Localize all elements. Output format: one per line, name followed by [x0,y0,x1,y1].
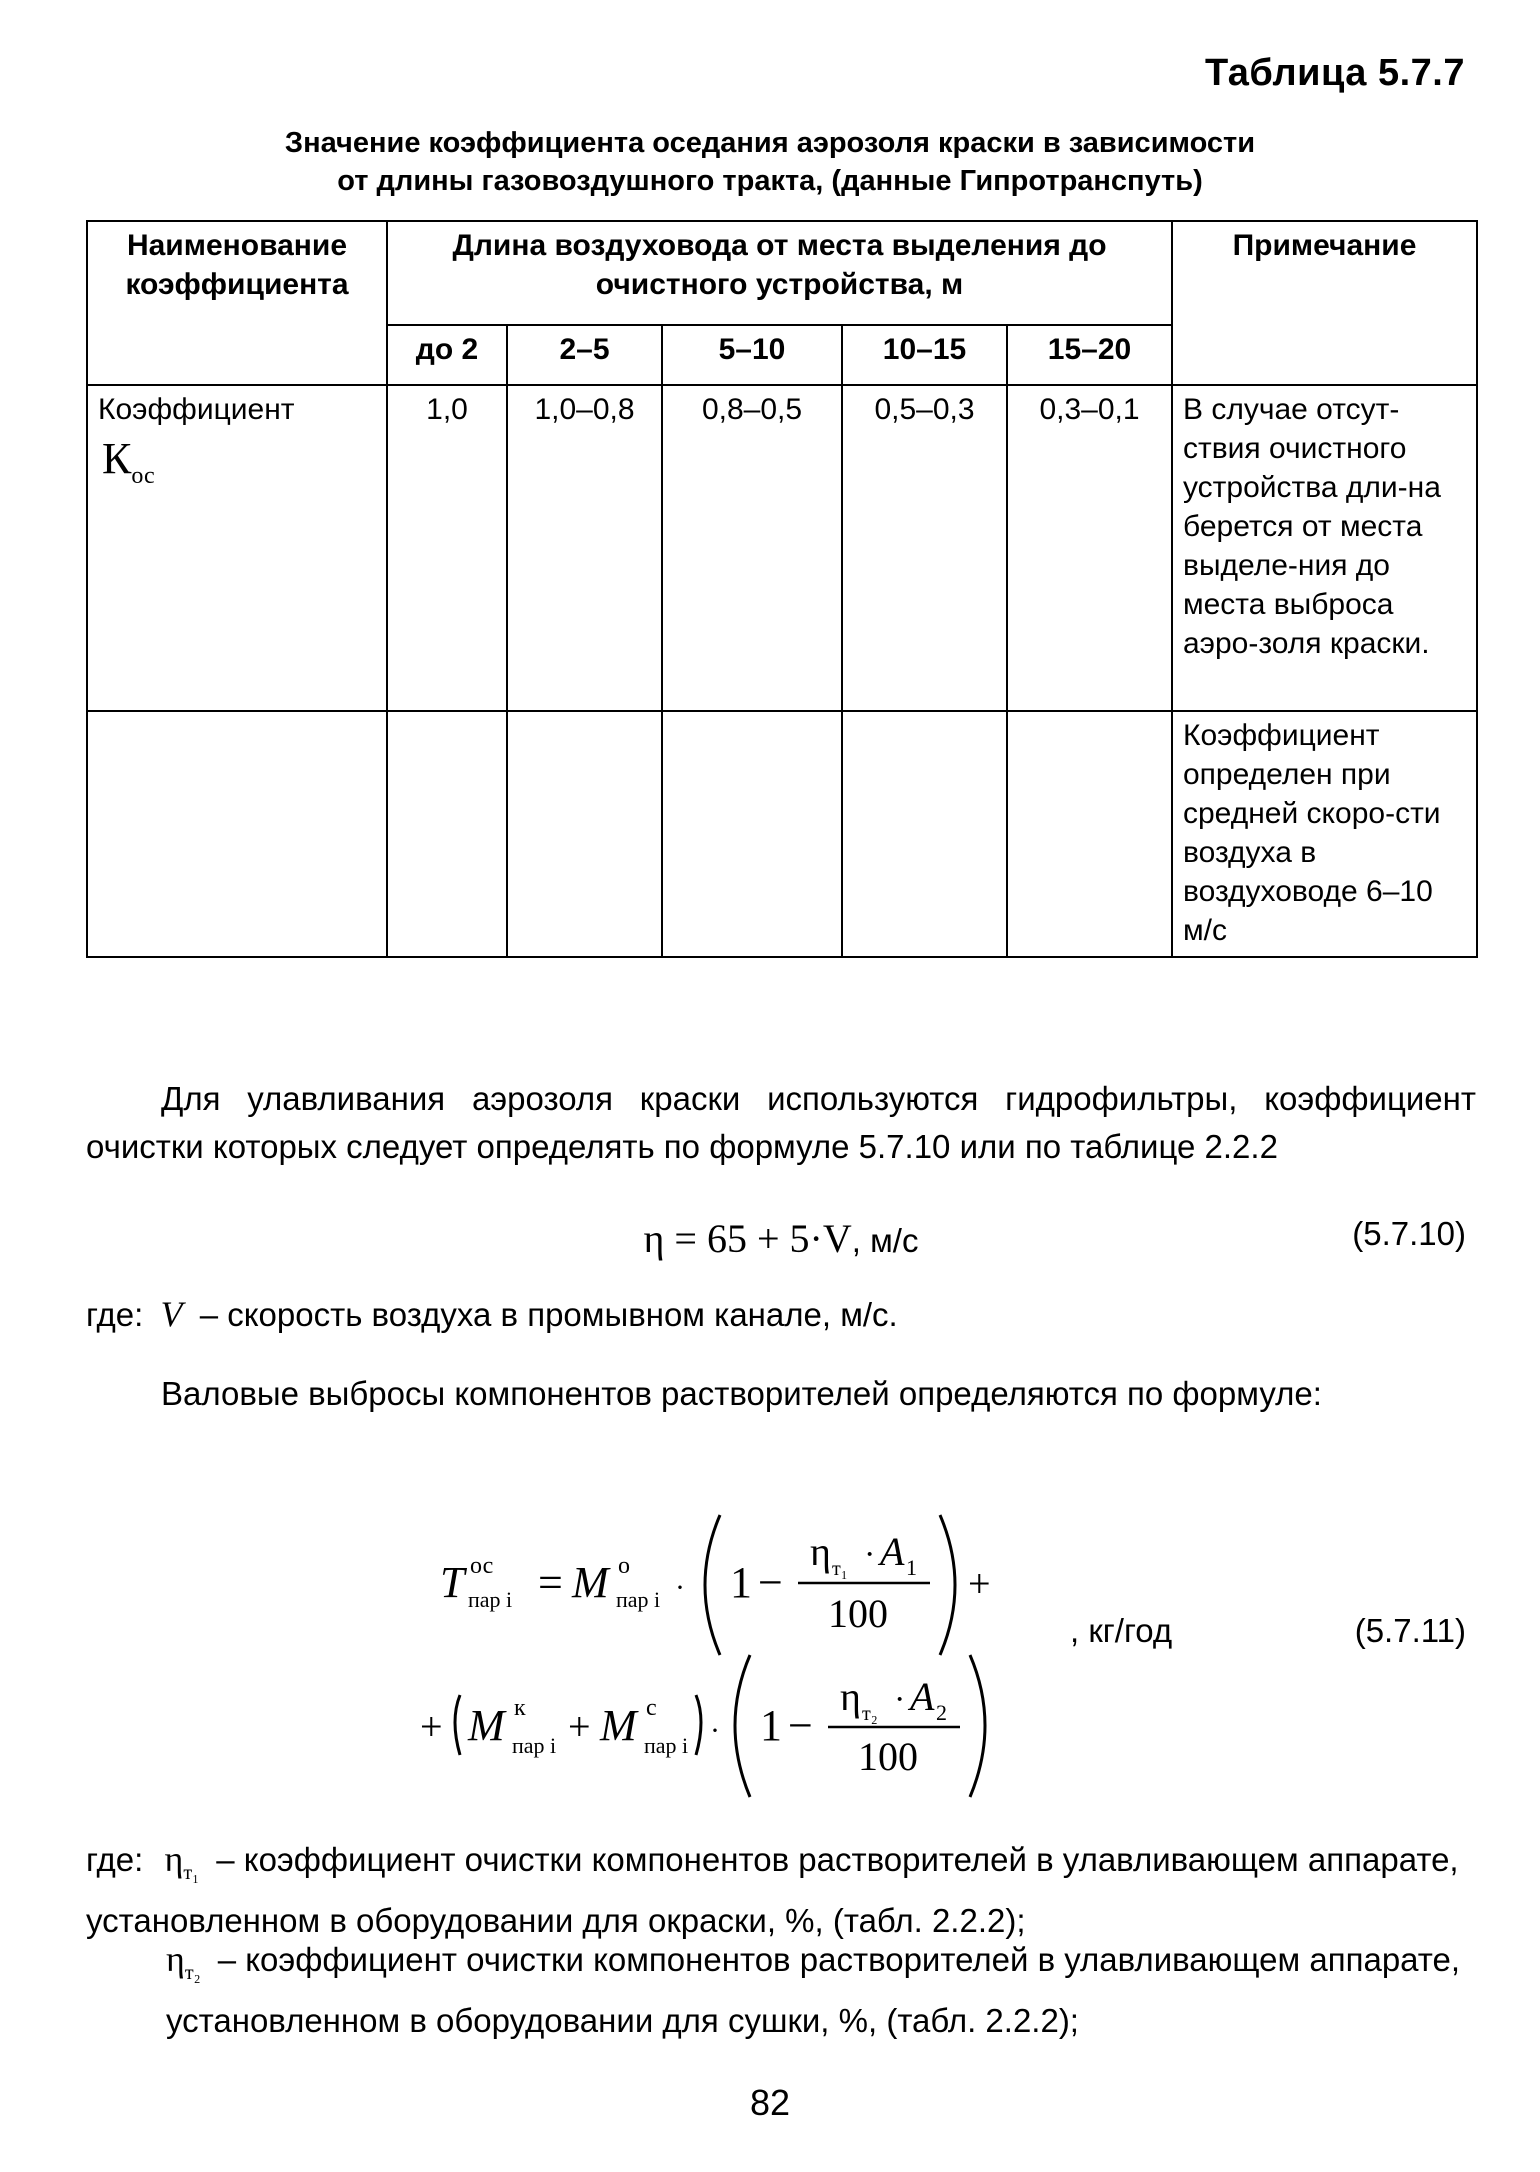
note-cell: Коэффициент определен при средней скоро-сти воздуха в воздуховоде 6–10 м/с [1172,711,1477,957]
equation-number: (5.7.11) [1354,1612,1466,1649]
svg-text:1: 1 [730,1558,752,1607]
header-length: Длина воздуховода от места выделения до очистного устройства, м [387,221,1172,325]
coefficient-table [86,220,1478,958]
symbol-m: M [572,1558,609,1607]
header-name: Наименование коэффициента [87,221,387,385]
value-cell: 1,0 [387,385,507,711]
svg-text:=: = [538,1558,563,1607]
denominator: 100 [828,1591,888,1636]
svg-text:−: − [758,1558,783,1607]
header-note: Примечание [1172,221,1477,385]
symbol-eta: η [810,1529,831,1574]
table-row [87,385,1477,711]
formula-5-7-11 [420,1505,1120,1805]
subscript: 1 [906,1555,917,1580]
formula-unit: , кг/год [1070,1612,1173,1649]
svg-text:1: 1 [760,1701,782,1750]
formula-expression: η = 65 + 5·V [643,1216,852,1261]
value-cell: 0,3–0,1 [1007,385,1172,711]
subscript: пар i [616,1587,661,1612]
svg-text:A: A [910,1674,935,1719]
svg-text:·: · [864,1536,876,1573]
note-cell: В случае отсут-ствия очистного устройства дли-на берется от места выделе-ния до места выброса аэро-золя краски. [1172,385,1477,711]
subscript: т₁ [832,1558,848,1580]
empty-cell [387,711,507,957]
superscript: о [618,1553,630,1579]
empty-cell [507,711,662,957]
right-paren [940,1515,955,1655]
range-header: 10–15 [842,325,1007,385]
empty-cell [662,711,842,957]
table-row [87,711,1477,957]
empty-cell [1007,711,1172,957]
svg-text:2: 2 [936,1700,947,1725]
svg-text:с: с [646,1695,657,1721]
coefficient-name-cell [87,385,387,711]
where-v: где: V – скорость воздуха в промывном канале, м/с. [86,1294,898,1334]
svg-text:·: · [675,1571,685,1604]
svg-text:−: − [788,1701,813,1750]
value-cell: 1,0–0,8 [507,385,662,711]
table-caption-line-1: Значение коэффициента оседания аэрозоля краски в зависимости [284,127,1256,159]
value-cell: 0,8–0,5 [662,385,842,711]
svg-text:M: M [600,1701,637,1750]
table-caption-line-2: от длины газовоздушного тракта, (данные Гипротранспуть) [337,165,1203,197]
value-cell: 0,5–0,3 [842,385,1007,711]
svg-text:т₂: т₂ [862,1703,878,1725]
paragraph-hydrofilters: Для улавливания аэрозоля краски используются гидрофильтры, коэффициент очистки которых следует определять по формуле 5.7.10 или по таблице 2.2.2 [86,1080,1476,1165]
page-number: 82 [749,2082,791,2123]
equation-number: (5.7.10) [1352,1215,1466,1252]
coefficient-symbol: $К_{ос}$ [102,434,155,489]
svg-text:·: · [894,1681,906,1718]
svg-text:+: + [968,1561,991,1606]
table-label: Таблица 5.7.7 [1205,52,1465,94]
svg-text:к: к [514,1695,526,1721]
svg-text:пар i: пар i [644,1733,689,1758]
empty-cell [842,711,1007,957]
range-header: до 2 [387,325,507,385]
svg-text:M: M [468,1701,505,1750]
svg-text:+: + [568,1704,591,1749]
left-paren [705,1515,720,1655]
symbol-t: T [440,1558,465,1607]
svg-text:100: 100 [858,1734,918,1779]
svg-text:η: η [840,1674,861,1719]
formula-unit: , м/с [851,1222,919,1259]
range-header: 2–5 [507,325,662,385]
range-header: 5–10 [662,325,842,385]
symbol-eta-t1: $\eta_{т_1}$ [164,1839,200,1885]
symbol-v: V [160,1294,183,1334]
symbol-eta-t2: $\eta_{т_2}$ [166,1939,201,1985]
where-eta-t2: $\eta_{т_2}$ – коэффициент очистки компонентов растворителей в улавливающем аппарате, установленном в оборудовании для сушки, %, (табл. 2.2.2); [166,1939,1461,2040]
where-eta-t1: где: $\eta_{т_1}$ – коэффициент очистки компонентов растворителей в улавливающем аппарате, установленном в оборудовании для окраски, %, (табл. 2.2.2); [86,1839,1459,1940]
empty-cell [87,711,387,957]
range-header: 15–20 [1007,325,1172,385]
svg-text:·: · [710,1714,720,1747]
svg-text:пар i: пар i [512,1733,557,1758]
svg-text:+: + [420,1704,443,1749]
coefficient-name: Коэффициент [98,393,295,426]
formula-5-7-10 [86,1215,1476,1267]
paragraph-gross-emissions: Валовые выбросы компонентов растворителей определяются по формуле: [161,1375,1322,1412]
subscript: пар i [468,1587,513,1612]
table-header-row [87,221,1477,325]
symbol-a: A [880,1529,905,1574]
superscript: ос [470,1553,494,1579]
